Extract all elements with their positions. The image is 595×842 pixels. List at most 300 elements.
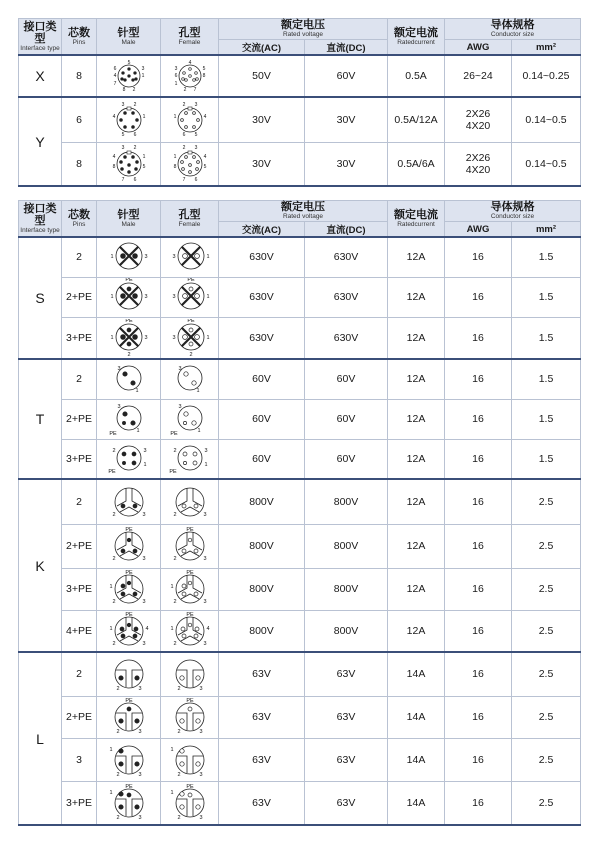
pin-contact	[181, 627, 185, 631]
pin-number: 8	[112, 163, 115, 170]
pin-number: 3	[172, 294, 176, 300]
pin-contact	[179, 792, 183, 796]
pin-contact	[193, 461, 197, 465]
interface-type-cell: K	[19, 479, 62, 652]
pin-contact	[195, 78, 198, 81]
header-mm2: mm²	[512, 222, 581, 238]
pin-number: 3	[143, 334, 148, 341]
female-cell	[161, 568, 219, 610]
header-pins-label-en: Pins	[72, 220, 86, 228]
header-male-label-en: Male	[121, 220, 136, 228]
pin-number: 3	[172, 334, 176, 341]
ac-voltage-cell: 630V	[219, 317, 305, 359]
pin-contact	[121, 584, 125, 588]
table-row	[19, 781, 581, 825]
table-row	[19, 399, 581, 439]
pin-contact	[123, 111, 126, 114]
male-cell	[97, 610, 161, 652]
pin-number: 2	[132, 87, 135, 93]
pin-number: 2	[111, 640, 116, 647]
pin-contact	[195, 334, 200, 339]
pin-contact	[131, 155, 134, 158]
pin-contact	[118, 761, 122, 765]
pin-number: 2	[182, 101, 185, 108]
pin-number: 1	[169, 584, 174, 590]
ac-voltage-cell: 800V	[219, 524, 305, 568]
pin-number: 1	[109, 334, 114, 341]
header-ac: 交流(AC)	[219, 222, 305, 238]
pin-number: 1	[206, 334, 210, 341]
pin-contact	[134, 167, 137, 170]
current-cell: 14A	[388, 696, 445, 738]
pe-contact	[183, 421, 186, 424]
pin-number: 4	[205, 625, 210, 632]
pin-number: 3	[202, 599, 207, 605]
header-male-label-en: Male	[121, 38, 136, 46]
pin-contact	[183, 334, 188, 339]
pin-number: 3	[137, 771, 142, 778]
pin-contact	[119, 118, 122, 121]
pin-contact	[132, 294, 137, 299]
female-cell	[161, 524, 219, 568]
connector-table-1	[18, 18, 581, 187]
female-cell	[161, 781, 219, 825]
ac-voltage-cell: 630V	[219, 277, 305, 317]
female-cell	[161, 738, 219, 781]
pins-cell: 4+PE	[62, 610, 97, 652]
header-female-label-en: Female	[178, 220, 201, 228]
mm2-cell: 2.5	[512, 524, 581, 568]
pe-contact	[188, 707, 192, 711]
pin-number: 1	[169, 625, 174, 632]
pin-number: 2	[115, 771, 120, 778]
pin-contact	[134, 78, 137, 81]
pin-number: 3	[194, 144, 197, 151]
pin-number: 3	[198, 686, 203, 693]
female-pin-diagram	[161, 278, 221, 316]
pin-number: 5	[202, 66, 205, 72]
mm2-cell: 1.5	[512, 359, 581, 399]
pin-number: 3	[137, 686, 142, 693]
female-pin-diagram	[161, 238, 221, 276]
male-pin-diagram	[99, 278, 159, 316]
pin-contact	[121, 592, 125, 596]
pin-number: 3	[137, 729, 142, 735]
male-pin-diagram	[104, 100, 154, 140]
pin-contact	[118, 676, 122, 680]
table-row	[19, 142, 581, 186]
pin-contact	[133, 549, 137, 553]
pin-number: 7	[182, 176, 185, 183]
pin-contact	[194, 634, 198, 638]
ac-voltage-cell: 50V	[219, 55, 305, 97]
pin-number: 3	[202, 556, 207, 562]
header-pins-label-en: Pins	[72, 38, 86, 46]
pin-number: 2	[172, 447, 177, 454]
male-cell	[97, 652, 161, 696]
pin-contact	[182, 72, 185, 75]
pin-number: 1	[206, 294, 210, 300]
pin-number: 3	[203, 447, 208, 454]
male-pin-diagram	[101, 440, 157, 478]
current-cell: 12A	[388, 399, 445, 439]
male-cell	[97, 317, 161, 359]
header-rated-voltage	[219, 19, 388, 40]
pin-number: 2	[176, 814, 181, 821]
header-rated-voltage-label: 额定电压	[281, 19, 325, 31]
mm2-cell: 0.14~0.5	[512, 142, 581, 186]
pin-contact	[132, 334, 137, 339]
header-conductor-size-label: 导体规格	[490, 19, 535, 31]
pin-number: 1	[108, 746, 113, 753]
pin-number: 3	[121, 101, 124, 108]
header-interface-type	[19, 19, 62, 56]
pin-contact	[195, 254, 200, 259]
pin-number: 1	[135, 428, 140, 434]
table-row	[19, 55, 581, 97]
current-cell: 12A	[388, 359, 445, 399]
mm2-cell: 2.5	[512, 652, 581, 696]
header-female	[161, 19, 219, 56]
header-pins-label: 芯数	[68, 208, 90, 221]
ac-voltage-cell: 63V	[219, 696, 305, 738]
male-cell	[97, 97, 161, 142]
pin-number: 2	[111, 447, 116, 454]
pin-contact	[192, 125, 195, 128]
pe-label: PE	[124, 611, 133, 618]
awg-cell: 16	[445, 781, 512, 825]
ac-voltage-cell: 30V	[219, 142, 305, 186]
pin-contact	[183, 294, 188, 299]
pe-label: PE	[108, 431, 117, 437]
pin-number: 3	[177, 404, 182, 410]
pin-contact	[189, 342, 193, 346]
pin-number: 2	[172, 556, 177, 562]
pin-contact	[188, 163, 191, 166]
pe-label: PE	[124, 570, 133, 576]
table-row	[19, 652, 581, 696]
male-pin-diagram	[101, 527, 157, 565]
female-pin-diagram	[162, 612, 218, 650]
pins-cell: 3+PE	[62, 781, 97, 825]
pins-cell: 2+PE	[62, 277, 97, 317]
dc-voltage-cell: 63V	[305, 738, 388, 781]
pins-cell: 6	[62, 97, 97, 142]
table-row	[19, 479, 581, 524]
pin-number: 1	[108, 625, 113, 632]
header-female	[161, 201, 219, 238]
pin-contact	[195, 719, 199, 723]
pin-number: 3	[143, 294, 148, 300]
pe-label: PE	[124, 783, 133, 790]
dc-voltage-cell: 63V	[305, 696, 388, 738]
pin-number: 3	[202, 640, 207, 647]
header-rated-current	[388, 19, 445, 56]
pin-contact	[195, 676, 199, 680]
pin-number: 2	[115, 686, 120, 693]
pin-contact	[118, 805, 122, 809]
pin-contact	[193, 452, 197, 456]
female-pin-diagram	[162, 698, 218, 736]
female-pin-diagram	[162, 655, 218, 693]
pin-contact	[118, 792, 122, 796]
pins-cell: 3+PE	[62, 317, 97, 359]
table-row	[19, 610, 581, 652]
pin-contact	[183, 452, 187, 456]
header-female-label: 孔型	[178, 26, 201, 39]
pin-contact	[188, 75, 191, 78]
pe-contact	[127, 707, 131, 711]
ac-voltage-cell: 60V	[219, 399, 305, 439]
pin-contact	[133, 504, 137, 508]
pe-label: PE	[187, 318, 195, 324]
pin-number: 7	[121, 176, 124, 183]
pin-number: 3	[141, 66, 144, 72]
pin-contact	[131, 111, 134, 114]
header-interface-type-label: 接口类型	[23, 202, 57, 227]
pin-contact	[132, 254, 137, 259]
female-cell	[161, 696, 219, 738]
awg-cell: 16	[445, 399, 512, 439]
female-pin-diagram	[161, 319, 221, 357]
female-pin-diagram	[162, 570, 218, 608]
male-cell	[97, 142, 161, 186]
female-pin-diagram	[165, 100, 215, 140]
male-pin-diagram	[101, 784, 157, 822]
table-row	[19, 97, 581, 142]
dc-voltage-cell: 800V	[305, 524, 388, 568]
pin-number: 2	[133, 144, 136, 151]
pin-contact	[127, 342, 131, 346]
female-pin-diagram	[162, 400, 218, 438]
awg-cell: 16	[445, 479, 512, 524]
dc-voltage-cell: 30V	[305, 97, 388, 142]
pin-number: 3	[141, 640, 146, 647]
pe-contact	[189, 287, 193, 291]
pe-label: PE	[185, 783, 194, 790]
pin-contact	[182, 634, 186, 638]
pin-number: 8	[173, 163, 176, 170]
pin-contact	[195, 805, 199, 809]
male-cell	[97, 55, 161, 97]
header-mm2: mm²	[512, 40, 581, 56]
pe-contact	[189, 328, 193, 332]
male-cell	[97, 359, 161, 399]
header-awg: AWG	[445, 222, 512, 238]
pin-number: 2	[189, 351, 193, 357]
male-pin-diagram	[101, 400, 157, 438]
pin-contact	[134, 805, 138, 809]
female-cell	[161, 142, 219, 186]
pin-contact	[118, 748, 122, 752]
male-cell	[97, 479, 161, 524]
dc-voltage-cell: 800V	[305, 568, 388, 610]
female-pin-diagram	[165, 57, 215, 95]
header-dc: 直流(DC)	[305, 40, 388, 56]
female-cell	[161, 55, 219, 97]
pin-contact	[194, 504, 198, 508]
header-rated-voltage	[219, 201, 388, 222]
mm2-cell: 2.5	[512, 479, 581, 524]
current-cell: 12A	[388, 610, 445, 652]
awg-cell: 2X26 4X20	[445, 97, 512, 142]
header-interface-type	[19, 201, 62, 238]
pin-contact	[195, 627, 199, 631]
pe-contact	[188, 623, 192, 627]
pin-contact	[183, 372, 187, 376]
pin-number: 1	[142, 113, 145, 120]
female-cell	[161, 277, 219, 317]
pin-number: 4	[113, 73, 116, 79]
pin-contact	[121, 72, 124, 75]
pin-contact	[135, 118, 138, 121]
pin-contact	[195, 761, 199, 765]
pe-label: PE	[169, 431, 178, 437]
dc-voltage-cell: 63V	[305, 652, 388, 696]
pin-contact	[120, 167, 123, 170]
pe-label: PE	[124, 318, 133, 324]
interface-type-cell: L	[19, 652, 62, 825]
pins-cell: 3+PE	[62, 439, 97, 479]
pin-contact	[127, 75, 130, 78]
pin-number: 1	[109, 254, 114, 261]
pe-contact	[127, 793, 131, 797]
female-pin-diagram	[162, 360, 218, 398]
table-row	[19, 568, 581, 610]
pe-contact	[127, 538, 131, 542]
current-cell: 0.5A/12A	[388, 97, 445, 142]
pin-number: 4	[203, 113, 206, 120]
mm2-cell: 1.5	[512, 237, 581, 277]
mm2-cell: 2.5	[512, 738, 581, 781]
pin-contact	[195, 167, 198, 170]
pin-number: 6	[133, 176, 136, 183]
ac-voltage-cell: 63V	[219, 781, 305, 825]
pin-number: 2	[182, 144, 185, 151]
awg-cell: 16	[445, 359, 512, 399]
pin-contact	[191, 381, 195, 385]
female-cell	[161, 610, 219, 652]
pe-label: PE	[168, 468, 177, 475]
mm2-cell: 0.14~0.5	[512, 97, 581, 142]
awg-cell: 16	[445, 696, 512, 738]
pin-number: 5	[127, 60, 130, 66]
current-cell: 12A	[388, 277, 445, 317]
mm2-cell: 1.5	[512, 439, 581, 479]
pin-contact	[192, 155, 195, 158]
male-pin-diagram	[101, 655, 157, 693]
pin-contact	[135, 160, 138, 163]
awg-cell: 16	[445, 237, 512, 277]
awg-cell: 16	[445, 317, 512, 359]
dc-voltage-cell: 800V	[305, 479, 388, 524]
pin-number: 4	[188, 60, 191, 66]
female-pin-diagram	[162, 440, 218, 478]
pin-number: 3	[116, 366, 121, 373]
female-pin-diagram	[162, 483, 218, 521]
pin-contact	[120, 627, 124, 631]
pin-contact	[196, 160, 199, 163]
pin-contact	[123, 125, 126, 128]
pin-contact	[134, 627, 138, 631]
male-pin-diagram	[104, 144, 154, 184]
male-pin-diagram	[99, 238, 159, 276]
female-cell	[161, 439, 219, 479]
pin-contact	[127, 170, 130, 173]
header-male	[97, 19, 161, 56]
pin-contact	[182, 584, 186, 588]
pin-number: 3	[174, 66, 177, 72]
pe-contact	[122, 461, 125, 464]
pe-label: PE	[124, 527, 133, 533]
pin-contact	[192, 79, 195, 82]
pin-number: 3	[141, 511, 146, 518]
table-row	[19, 317, 581, 359]
female-cell	[161, 359, 219, 399]
ac-voltage-cell: 800V	[219, 610, 305, 652]
pin-contact	[121, 549, 125, 553]
awg-cell: 16	[445, 439, 512, 479]
pin-contact	[179, 761, 183, 765]
male-cell	[97, 277, 161, 317]
male-cell	[97, 781, 161, 825]
mm2-cell: 1.5	[512, 277, 581, 317]
ac-voltage-cell: 630V	[219, 237, 305, 277]
mm2-cell: 1.5	[512, 399, 581, 439]
pin-contact	[120, 78, 123, 81]
pin-number: 1	[203, 461, 208, 468]
pin-contact	[183, 412, 187, 416]
pin-number: 3	[137, 814, 142, 821]
pin-contact	[127, 68, 130, 71]
pin-contact	[118, 719, 122, 723]
pins-cell: 3	[62, 738, 97, 781]
pin-contact	[120, 294, 125, 299]
pin-contact	[130, 381, 134, 385]
pin-contact	[183, 254, 188, 259]
pin-contact	[184, 79, 187, 82]
header-rated-current-label: 额定电流	[394, 26, 438, 39]
pin-contact	[122, 412, 126, 416]
female-pin-diagram	[162, 784, 218, 822]
dc-voltage-cell: 60V	[305, 55, 388, 97]
dc-voltage-cell: 60V	[305, 439, 388, 479]
pin-number: 2	[176, 771, 181, 778]
pe-label: PE	[185, 698, 194, 704]
header-pins	[62, 19, 97, 56]
pin-number: 3	[177, 366, 182, 373]
male-pin-diagram	[99, 319, 159, 357]
pin-number: 1	[169, 789, 174, 796]
dc-voltage-cell: 630V	[305, 237, 388, 277]
current-cell: 14A	[388, 738, 445, 781]
pin-contact	[133, 72, 136, 75]
pin-contact	[131, 79, 134, 82]
pin-contact	[121, 504, 125, 508]
pin-contact	[181, 167, 184, 170]
mm2-cell: 2.5	[512, 781, 581, 825]
pin-number: 6	[113, 66, 116, 72]
pin-contact	[179, 805, 183, 809]
header-rated-current-label-en: Ratedcurrent	[397, 38, 435, 46]
female-cell	[161, 652, 219, 696]
pin-number: 2	[176, 686, 181, 693]
pin-number: 4	[144, 625, 149, 632]
pin-number: 1	[169, 746, 174, 753]
pin-contact	[180, 160, 183, 163]
pin-number: 2	[183, 87, 186, 93]
ac-voltage-cell: 30V	[219, 97, 305, 142]
